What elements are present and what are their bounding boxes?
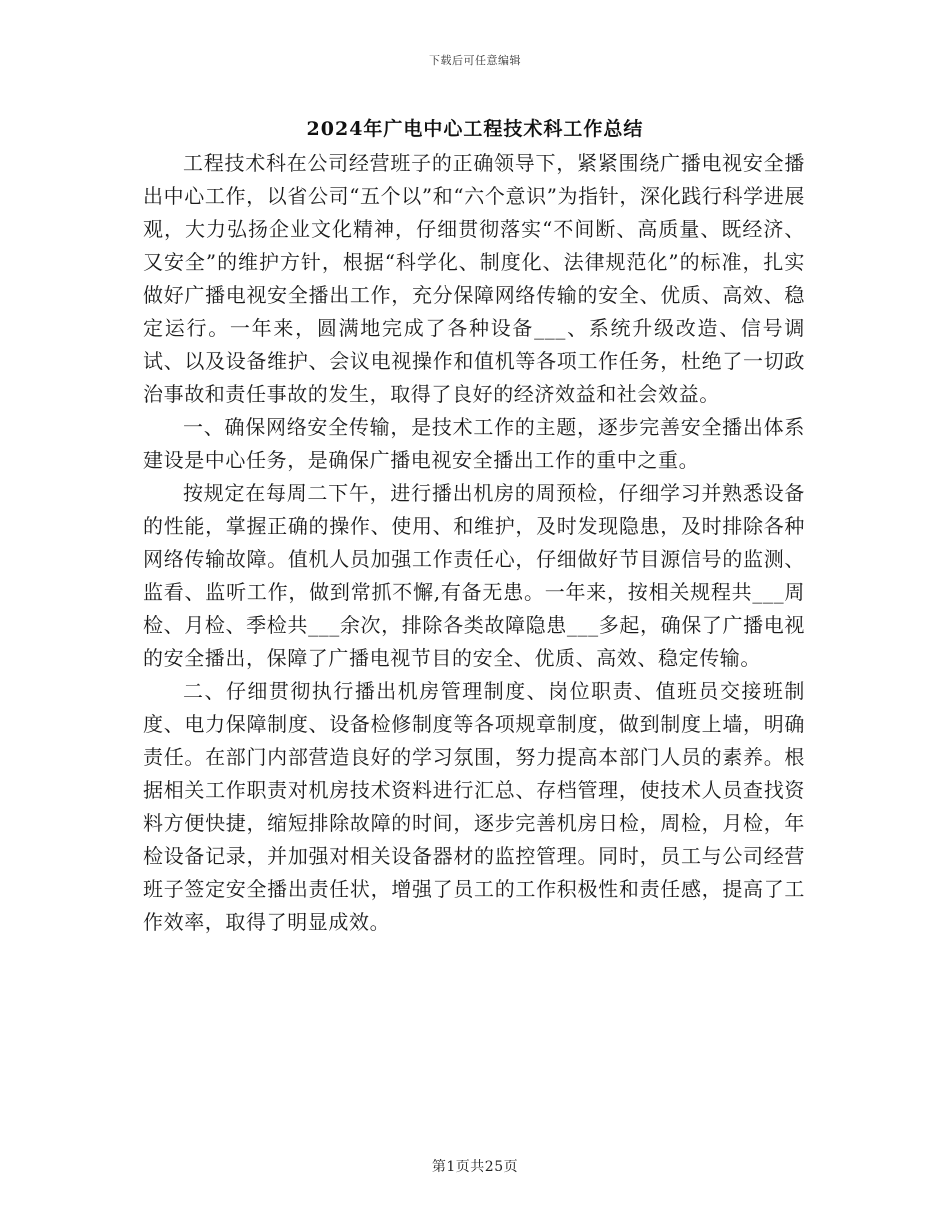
header-note: 下载后可任意编辑	[429, 54, 521, 67]
paragraph: 工程技术科在公司经营班子的正确领导下，紧紧围绕广播电视安全播出中心工作，以省公司“五个以”和“六个意识”为指针，深化践行科学进展观，大力弘扬企业文化精神，仔细贯彻落实“不间断、高质量、既经济、又安全”的维护方针，根据“科学化、制度化、法律规范化”的标准，扎实做好广播电视安全播出工作，充分保障网络传输的安全、优质、高效、稳定运行。一年来，圆满地完成了各种设备___、系统升级改造、信号调试、以及设备维护、会议电视操作和值机等各项工作任务，杜绝了一切政治事故和责任事故的发生，取得了良好的经济效益和社会效益。	[143, 151, 805, 406]
document-body	[143, 147, 805, 939]
paragraph: 一、确保网络安全传输，是技术工作的主题，逐步完善安全播出体系建设是中心任务，是确保广播电视安全播出工作的重中之重。	[143, 415, 805, 472]
page-number-footer: 第1页共25页	[431, 1159, 519, 1175]
document-title: 2024年广电中心工程技术科工作总结	[306, 118, 644, 140]
paragraph: 按规定在每周二下午，进行播出机房的周预检，仔细学习并熟悉设备的性能，掌握正确的操作、使用、和维护，及时发现隐患，及时排除各种网络传输故障。值机人员加强工作责任心，仔细做好节目源信号的监测、监看、监听工作，做到常抓不懈,有备无患。一年来，按相关规程共___周检、月检、季检共___余次，排除各类故障隐患___多起，确保了广播电视的安全播出，保障了广播电视节目的安全、优质、高效、稳定传输。	[143, 481, 805, 670]
paragraph: 二、仔细贯彻执行播出机房管理制度、岗位职责、值班员交接班制度、电力保障制度、设备检修制度等各项规章制度，做到制度上墙，明确责任。在部门内部营造良好的学习氛围，努力提高本部门人员的素养。根据相关工作职责对机房技术资料进行汇总、存档管理，使技术人员查找资料方便快捷，缩短排除故障的时间，逐步完善机房日检，周检，月检，年检设备记录，并加强对相关设备器材的监控管理。同时，员工与公司经营班子签定安全播出责任状，增强了员工的工作积极性和责任感，提高了工作效率，取得了明显成效。	[143, 679, 805, 934]
